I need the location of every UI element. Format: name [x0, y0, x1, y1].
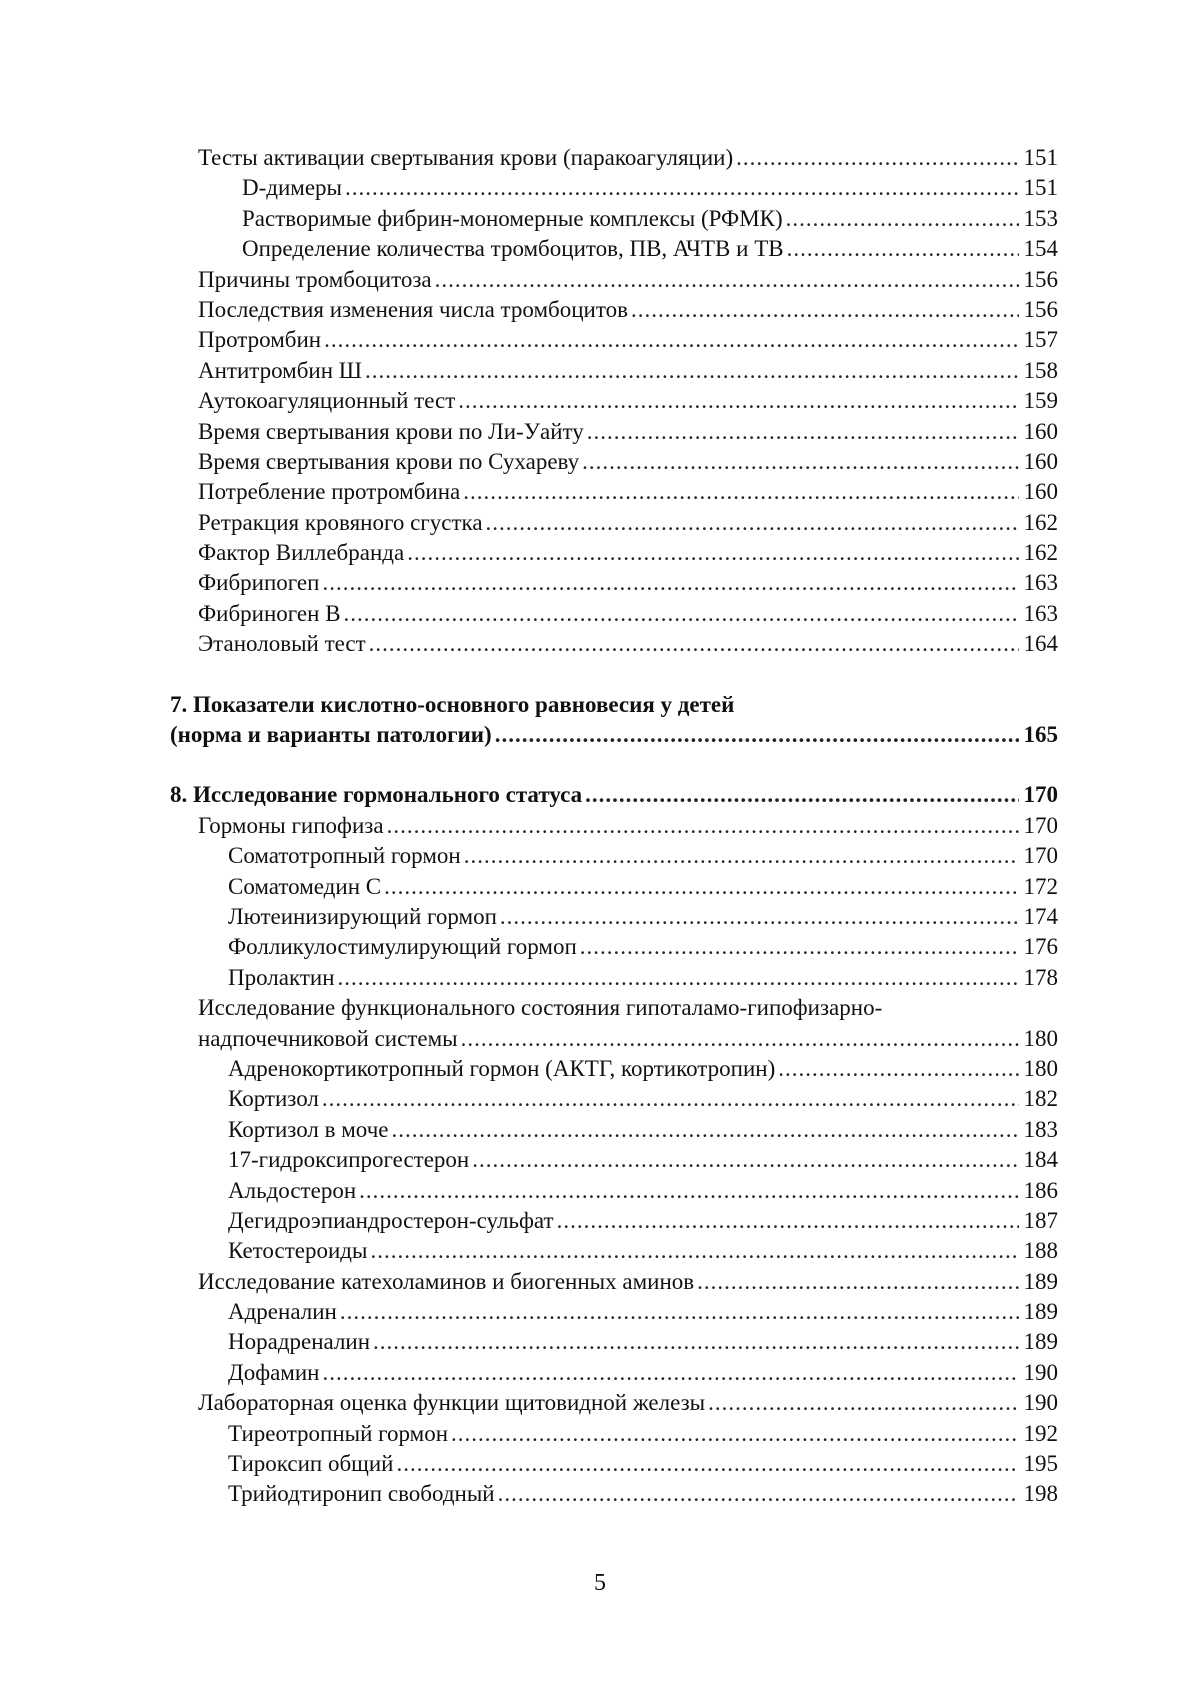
toc-entry[interactable]: [170, 265, 1058, 295]
entry-title: Потребление протромбина: [198, 479, 461, 505]
page-ref: 195: [1023, 1451, 1058, 1477]
page-ref: 178: [1023, 964, 1058, 990]
entry-title: Фактор Виллебранда: [198, 540, 405, 566]
page-ref: 151: [1023, 175, 1058, 201]
toc-entry[interactable]: [170, 417, 1058, 447]
entry-title: Тиреотропный гормон: [228, 1420, 449, 1446]
page-ref: 187: [1023, 1207, 1058, 1233]
toc-entry[interactable]: [170, 1479, 1058, 1509]
toc-entry[interactable]: [170, 1327, 1058, 1357]
entry-title: Тироксип общий: [228, 1451, 394, 1477]
entry-title: Соматомедин С: [228, 873, 382, 899]
page-ref: 190: [1023, 1359, 1058, 1385]
entry-title: Трийодтиронип свободный: [228, 1481, 495, 1507]
entry-title: Фибрипогеп: [198, 570, 320, 596]
entry-title: Кортизол: [228, 1086, 319, 1112]
entry-title: Альдостерон: [228, 1177, 357, 1203]
leader-dots: [464, 841, 1019, 871]
toc-entry[interactable]: [170, 1084, 1058, 1114]
page-ref: 164: [1023, 631, 1058, 657]
leader-dots: [322, 1084, 1019, 1114]
entry-title: Причины тромбоцитоза: [198, 266, 432, 292]
entry-title: Протромбин: [198, 327, 322, 353]
toc-entry[interactable]: [170, 477, 1058, 507]
leader-dots: [778, 1054, 1019, 1084]
page-ref: 180: [1023, 1055, 1058, 1081]
leader-dots: [435, 265, 1019, 295]
entry-title: надпочечниковой системы: [198, 1025, 458, 1051]
leader-dots: [461, 1024, 1019, 1054]
page-ref: 189: [1023, 1268, 1058, 1294]
page-ref: 160: [1023, 418, 1058, 444]
leader-dots: [384, 872, 1019, 902]
leader-dots: [397, 1449, 1020, 1479]
page-ref: 160: [1023, 448, 1058, 474]
leader-dots: [344, 599, 1019, 629]
toc-entry[interactable]: [170, 1388, 1058, 1418]
page-ref: 190: [1023, 1390, 1058, 1416]
toc-entry[interactable]: [170, 1419, 1058, 1449]
page-ref: 154: [1023, 236, 1058, 262]
page-ref: 153: [1023, 205, 1058, 231]
entry-title: Кетостероиды: [228, 1238, 368, 1264]
leader-dots: [322, 568, 1019, 598]
leader-dots: [557, 1206, 1019, 1236]
leader-dots: [340, 1297, 1019, 1327]
page-number: 5: [594, 1570, 606, 1596]
entry-title: Последствия изменения числа тромбоцитов: [198, 296, 628, 322]
entry-title: Время свертывания крови по Ли-Уайту: [198, 418, 584, 444]
page-ref: 157: [1023, 327, 1058, 353]
entry-title: Этаноловый тест: [198, 631, 366, 657]
toc-entry[interactable]: [170, 143, 1058, 173]
leader-dots: [585, 780, 1019, 810]
page-ref: 163: [1023, 570, 1058, 596]
entry-title: Тесты активации свертывания крови (паракоагуляции): [198, 145, 734, 170]
leader-dots: [498, 1479, 1019, 1509]
toc-entry[interactable]: [170, 902, 1058, 932]
leader-dots: [345, 173, 1019, 203]
toc-block-coagulation: [170, 143, 1058, 660]
page-ref: 172: [1023, 873, 1058, 899]
leader-dots: [580, 932, 1019, 962]
page-ref: 170: [1023, 812, 1058, 838]
page-ref: 180: [1023, 1025, 1058, 1051]
entry-title: Время свертывания крови по Сухареву: [198, 448, 580, 474]
entry-title: Гормоны гипофиза: [198, 812, 384, 838]
entry-title: Лютеинизирующий гормоп: [228, 903, 497, 929]
chapter-7-heading-line2[interactable]: [170, 720, 1058, 750]
page-ref: 156: [1023, 296, 1058, 322]
toc-entry[interactable]: [170, 1024, 1058, 1054]
leader-dots: [458, 386, 1019, 416]
leader-dots: [787, 234, 1019, 264]
entry-title: Лабораторная оценка функции щитовидной железы: [198, 1390, 706, 1416]
page-ref: 170: [1023, 843, 1058, 869]
entry-title: Фибриноген В: [198, 600, 341, 626]
leader-dots: [370, 1236, 1019, 1266]
page-ref: 198: [1023, 1481, 1058, 1507]
entry-title: Кортизол в моче: [228, 1116, 389, 1142]
leader-dots: [463, 477, 1019, 507]
toc-entry[interactable]: [170, 1267, 1058, 1297]
toc-entry-hpa-line1: [170, 993, 1058, 1023]
toc-entry[interactable]: [170, 872, 1058, 902]
toc-block-pituitary: [170, 811, 1058, 993]
entry-title: Растворимые фибрин-мономерные комплексы (РФМК): [242, 205, 783, 231]
toc-entry[interactable]: [170, 386, 1058, 416]
chapter-title: 7. Показатели кислотно-основного равновесия у детей: [170, 691, 735, 717]
toc-block-hormones: [170, 1024, 1058, 1510]
leader-dots: [359, 1176, 1019, 1206]
leader-dots: [786, 204, 1019, 234]
toc-entry[interactable]: [170, 963, 1058, 993]
toc-entry[interactable]: [170, 1449, 1058, 1479]
entry-title: Исследование функционального состояния гипоталамо-гипофизарно-: [198, 995, 883, 1021]
toc-entry[interactable]: [170, 234, 1058, 264]
entry-title: Аутокоагуляционный тест: [198, 388, 456, 414]
toc-entry[interactable]: [170, 173, 1058, 203]
page-ref: 162: [1023, 540, 1058, 566]
toc-entry[interactable]: [170, 1145, 1058, 1175]
leader-dots: [451, 1419, 1019, 1449]
entry-title: Определение количества тромбоцитов, ПВ, АЧТВ и ТВ: [242, 236, 784, 262]
page-ref: 182: [1023, 1086, 1058, 1112]
chapter-7-heading-line1: [170, 690, 1058, 720]
chapter-8-heading[interactable]: [170, 780, 1058, 810]
toc-entry[interactable]: [170, 1054, 1058, 1084]
leader-dots: [500, 902, 1019, 932]
spacer: [170, 750, 1058, 780]
page-ref: 189: [1023, 1329, 1058, 1355]
toc-entry[interactable]: [170, 295, 1058, 325]
entry-title: 17-гидроксипрогестерон: [228, 1147, 470, 1173]
toc-entry[interactable]: [170, 1176, 1058, 1206]
entry-title: Адреналин: [228, 1299, 337, 1325]
toc-entry[interactable]: [170, 204, 1058, 234]
entry-title: Пролактин: [228, 964, 335, 990]
leader-dots: [387, 811, 1019, 841]
entry-title: Норадреналин: [228, 1329, 371, 1355]
entry-title: Дофамин: [228, 1359, 320, 1385]
page-ref: 189: [1023, 1299, 1058, 1325]
toc-entry[interactable]: [170, 1236, 1058, 1266]
toc-entry[interactable]: [170, 932, 1058, 962]
entry-title: Соматотропный гормон: [228, 843, 461, 869]
toc-entry[interactable]: [170, 811, 1058, 841]
page-ref: 183: [1023, 1116, 1058, 1142]
leader-dots: [322, 1358, 1019, 1388]
entry-title: Антитромбин Ш: [198, 357, 362, 383]
toc-entry[interactable]: [170, 356, 1058, 386]
entry-title: Фолликулостимулирующий гормоп: [228, 934, 577, 960]
entry-title: Адренокортикотропный гормон (АКТГ, кортикотропин): [228, 1055, 776, 1081]
page-ref: 163: [1023, 600, 1058, 626]
leader-dots: [587, 417, 1019, 447]
chapter-title: 8. Исследование гормонального статуса: [170, 782, 583, 808]
toc-entry[interactable]: [170, 447, 1058, 477]
page-ref: 156: [1023, 266, 1058, 292]
page-ref: 170: [1023, 782, 1058, 808]
page-ref: 174: [1023, 903, 1058, 929]
entry-title: Исследование катехоламинов и биогенных аминов: [198, 1268, 695, 1294]
page-ref: 186: [1023, 1177, 1058, 1203]
page-ref: 151: [1023, 145, 1058, 170]
toc-entry[interactable]: [170, 599, 1058, 629]
leader-dots: [582, 447, 1019, 477]
page-ref: 162: [1023, 509, 1058, 535]
entry-title: Ретракция кровяного сгустка: [198, 509, 483, 535]
leader-dots: [365, 356, 1019, 386]
toc-entry[interactable]: [170, 325, 1058, 355]
leader-dots: [631, 295, 1019, 325]
leader-dots: [373, 1327, 1019, 1357]
leader-dots: [407, 538, 1019, 568]
leader-dots: [495, 720, 1019, 750]
leader-dots: [338, 963, 1019, 993]
page-ref: 188: [1023, 1238, 1058, 1264]
toc-entry[interactable]: [170, 629, 1058, 659]
toc-entry[interactable]: [170, 568, 1058, 598]
page-ref: 184: [1023, 1147, 1058, 1173]
page-ref: 158: [1023, 357, 1058, 383]
toc-entry[interactable]: [170, 841, 1058, 871]
leader-dots: [391, 1115, 1019, 1145]
entry-title: Дегидроэпиандростерон-сульфат: [228, 1207, 554, 1233]
page-ref: 165: [1023, 722, 1058, 748]
spacer: [170, 660, 1058, 690]
leader-dots: [369, 629, 1019, 659]
toc-entry[interactable]: [170, 538, 1058, 568]
toc-entry[interactable]: [170, 508, 1058, 538]
leader-dots: [486, 508, 1019, 538]
page-ref: 192: [1023, 1420, 1058, 1446]
toc-entry[interactable]: [170, 1115, 1058, 1145]
chapter-title: (норма и варианты патологии): [170, 722, 492, 748]
leader-dots: [697, 1267, 1019, 1297]
leader-dots: [472, 1145, 1019, 1175]
leader-dots: [324, 325, 1019, 355]
toc-entry[interactable]: [170, 1297, 1058, 1327]
entry-title: D-димеры: [242, 175, 342, 201]
leader-dots: [708, 1388, 1019, 1418]
toc-entry[interactable]: [170, 1206, 1058, 1236]
leader-dots: [736, 143, 1019, 173]
page-ref: 159: [1023, 388, 1058, 414]
page-ref: 160: [1023, 479, 1058, 505]
page-ref: 176: [1023, 934, 1058, 960]
table-of-contents: [170, 143, 1058, 1510]
toc-entry[interactable]: [170, 1358, 1058, 1388]
